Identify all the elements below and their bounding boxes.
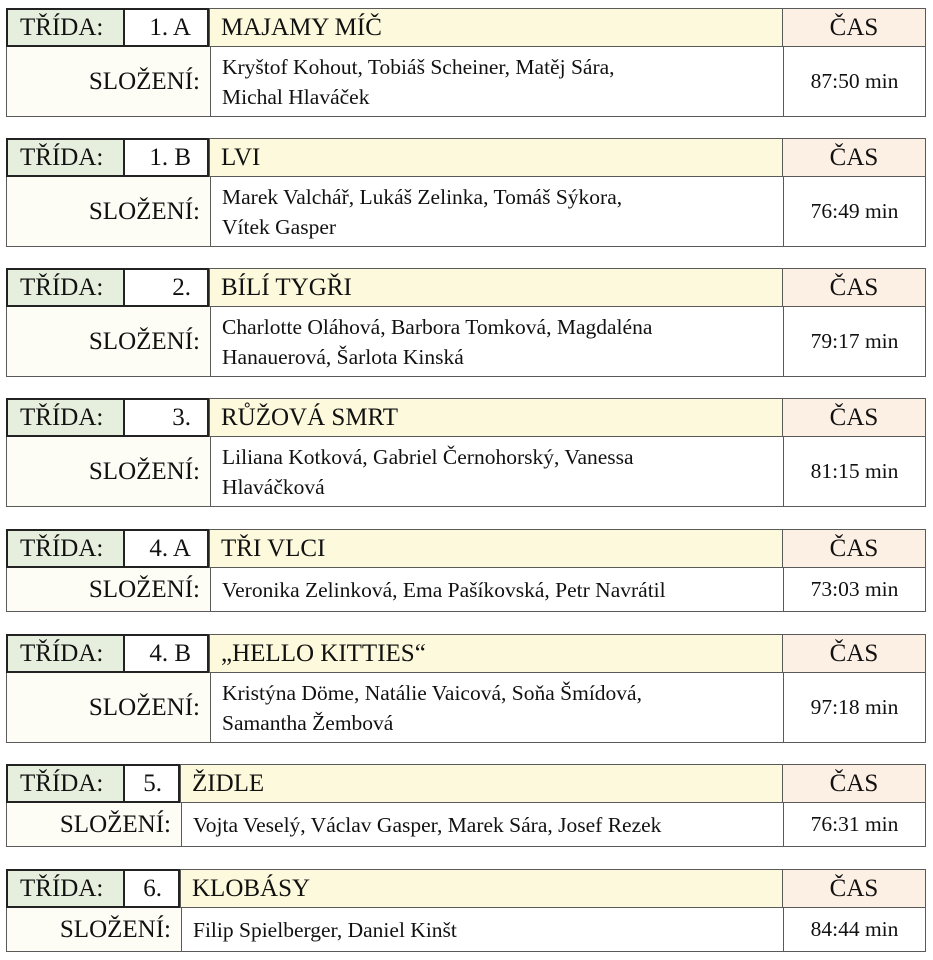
members-line: Marek Valchář, Lukáš Zelinka, Tomáš Sýkora, [222,184,623,209]
team-name: MAJAMY MÍČ [209,9,782,46]
team-card [6,8,926,117]
members-line: Samantha Žembová [222,710,394,735]
members-line: Kristýna Döme, Natálie Vaicová, Soňa Šmídová, [222,680,642,705]
class-value: 1. A [124,8,209,47]
time-value: 73:03 min [783,568,925,611]
class-value: 4. A [124,529,209,568]
time-header: ČAS [782,139,925,176]
members-line: Hlaváčková [222,474,325,499]
members-line: Kryštof Kohout, Tobiáš Scheiner, Matěj Sára, [222,54,615,79]
time-value: 79:17 min [783,307,925,376]
members-value [210,673,783,742]
team-name: LVI [209,139,782,176]
members-value [210,47,783,116]
members-label: SLOŽENÍ: [7,803,181,846]
members-label: SLOŽENÍ: [7,908,181,951]
class-value: 4. B [124,634,209,673]
time-value: 97:18 min [783,673,925,742]
team-card [6,529,926,612]
members-label: SLOŽENÍ: [7,568,210,611]
members-value [210,568,783,611]
members-line: Vítek Gasper [222,214,337,239]
team-card [6,869,926,952]
members-value [181,908,783,951]
class-value: 1. B [124,138,209,177]
members-label: SLOŽENÍ: [7,47,210,116]
members-line: Michal Hlaváček [222,84,370,109]
members-line: Filip Spielberger, Daniel Kinšt [193,917,457,942]
members-value [210,177,783,246]
time-header: ČAS [782,530,925,567]
time-value: 81:15 min [783,437,925,506]
time-header: ČAS [782,9,925,46]
team-name: RŮŽOVÁ SMRT [209,399,782,436]
time-value: 87:50 min [783,47,925,116]
trida-label: TŘÍDA: [6,634,124,673]
time-header: ČAS [782,635,925,672]
team-name: TŘI VLCI [209,530,782,567]
members-value [181,803,783,846]
trida-label: TŘÍDA: [6,138,124,177]
team-card [6,764,926,847]
team-card [6,268,926,377]
members-label: SLOŽENÍ: [7,177,210,246]
members-label: SLOŽENÍ: [7,673,210,742]
time-header: ČAS [782,399,925,436]
trida-label: TŘÍDA: [6,869,124,908]
members-line: Hanauerová, Šarlota Kinská [222,344,464,369]
class-value: 2. [124,268,209,307]
class-value: 5. [124,764,180,803]
team-card [6,138,926,247]
time-value: 76:31 min [783,803,925,846]
time-value: 76:49 min [783,177,925,246]
team-card [6,634,926,743]
members-value [210,307,783,376]
team-name: BÍLÍ TYGŘI [209,269,782,306]
trida-label: TŘÍDA: [6,529,124,568]
time-value: 84:44 min [783,908,925,951]
class-value: 3. [124,398,209,437]
team-name: „HELLO KITTIES“ [209,635,782,672]
members-label: SLOŽENÍ: [7,437,210,506]
class-value: 6. [124,869,180,908]
members-label: SLOŽENÍ: [7,307,210,376]
trida-label: TŘÍDA: [6,268,124,307]
trida-label: TŘÍDA: [6,8,124,47]
trida-label: TŘÍDA: [6,398,124,437]
team-name: ŽIDLE [180,765,782,802]
team-card [6,398,926,507]
members-line: Liliana Kotková, Gabriel Černohorský, Vanessa [222,444,634,469]
members-line: Vojta Veselý, Václav Gasper, Marek Sára, Josef Rezek [193,812,662,837]
time-header: ČAS [782,269,925,306]
members-line: Charlotte Oláhová, Barbora Tomková, Magdaléna [222,314,653,339]
time-header: ČAS [782,765,925,802]
time-header: ČAS [782,870,925,907]
team-name: KLOBÁSY [180,870,782,907]
trida-label: TŘÍDA: [6,764,124,803]
members-value [210,437,783,506]
members-line: Veronika Zelinková, Ema Pašíkovská, Petr Navrátil [222,577,666,602]
